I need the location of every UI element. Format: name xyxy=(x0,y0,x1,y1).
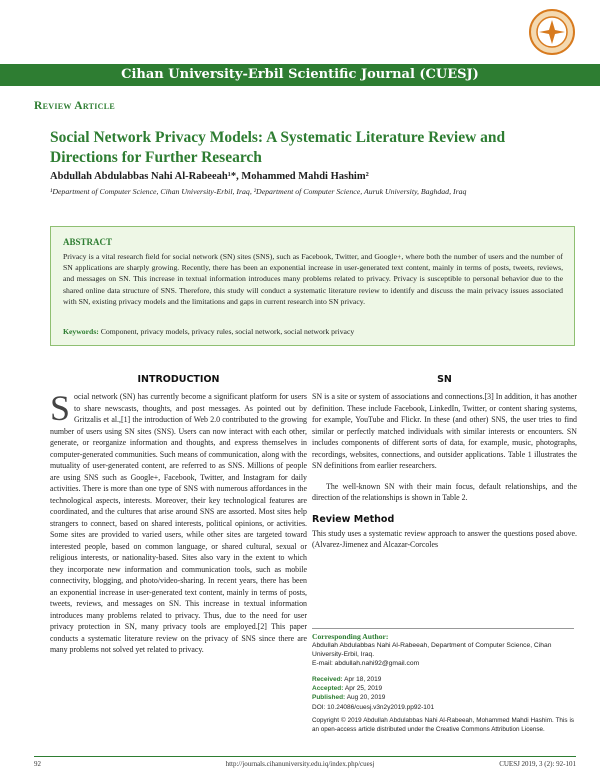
sn-paragraph-2: The well-known SN with their main focus, default relationships, and the direction of the relationships is shown in Table 2. xyxy=(312,481,577,502)
published-date xyxy=(312,693,574,702)
article-type: Review Article xyxy=(34,100,116,112)
accepted-label: Accepted: xyxy=(312,685,344,693)
keywords xyxy=(63,327,563,336)
copyright-notice: Copyright © 2019 Abdullah Abdulabbas Nahi Al-Rabeeah, Mohammed Mahdi Hashim. This is an open-access article distributed under the Creative Commons Attribution License. xyxy=(312,717,574,733)
keywords-text: Component, privacy models, privacy rules, social network, social network privacy xyxy=(100,327,355,336)
top-band xyxy=(0,0,600,56)
introduction-text xyxy=(50,388,307,656)
dropcap: S xyxy=(50,388,71,428)
corresponding-author-email[interactable]: E-mail: abdullah.nahi92@gmail.com xyxy=(312,660,420,667)
abstract-heading: ABSTRACT xyxy=(63,237,113,247)
sn-paragraph-1: SN is a site or system of associations and connections.[3] In addition, it has another definition. These include Facebook, LinkedIn, Twitter, or content sharing systems, for example, YouTube and Flickr. In these (and other) SNS, the user tries to find similar or perfectly matched individuals with similar interests or encounters. SN includes components of different sorts of data, for example, music, photographs, recordings, websites, connections, and outsider applications. Table 1 illustrates the SN definitions from earlier researchers. xyxy=(312,392,577,470)
abstract-box xyxy=(50,226,575,346)
accepted-value: Apr 25, 2019 xyxy=(344,685,383,693)
received-value: Apr 18, 2019 xyxy=(344,676,382,683)
affiliations: ¹Department of Computer Science, Cihan University-Erbil, Iraq, ²Department of Computer Science, Auruk University, Baghdad, Iraq xyxy=(50,187,467,196)
corresponding-author-line: Abdullah Abdulabbas Nahi Al-Rabeeah, Department of Computer Science, Cihan University-Erbil, Iraq. xyxy=(312,642,552,658)
author-list: Abdullah Abdulabbas Nahi Al-Rabeeah¹*, Mohammed Mahdi Hashim² xyxy=(50,171,369,182)
journal-url[interactable]: http://journals.cihanuniversity.edu.iq/index.php/cuesj xyxy=(225,760,375,768)
accepted-date xyxy=(312,684,574,693)
page-number: 92 xyxy=(34,760,41,768)
review-method-text: This study uses a systematic review approach to answer the questions posed above. (Alvarez-Jimenez and Alcazar-Corcoles xyxy=(312,528,577,549)
sn-heading: SN xyxy=(437,374,452,385)
review-method-heading: Review Method xyxy=(312,513,395,525)
paper-title: Social Network Privacy Models: A Systematic Literature Review and Directions for Further Research xyxy=(50,129,506,166)
journal-title: Cihan University-Erbil Scientific Journal (CUESJ) xyxy=(121,67,479,82)
received-label: Received: xyxy=(312,676,343,683)
published-label: Published: xyxy=(312,694,346,702)
doi-link[interactable]: DOI: 10.24086/cuesj.v3n2y2019.pp92-101 xyxy=(312,704,435,711)
received-date xyxy=(312,675,574,684)
corresponding-author-heading: Corresponding Author: xyxy=(312,632,389,641)
published-value: Aug 20, 2019 xyxy=(346,694,386,702)
abstract-text: Privacy is a vital research field for social network (SN) sites (SNS), such as Facebook, Twitter, and Google+, where both the number of users and the number of SN applications are sharply growing. Recently, there has been an exponential increase in user-generated text content, mainly in terms of posts, tweets, reviews, and messages on SN. This increase in textual information introduces many problems related to privacy. Privacy is susceptible to personal behavior due to the shared online data structure of SNS. Therefore, this study will conduct a systematic literature review to identify and discuss the main privacy issues associated with SN, existing privacy models and the limitations and gaps in current research into SN privacy. xyxy=(63,252,563,306)
citation-info: CUESJ 2019, 3 (2): 92-101 xyxy=(499,760,576,768)
article-dates xyxy=(312,675,574,703)
keywords-label: Keywords: xyxy=(63,327,99,336)
university-seal-icon xyxy=(528,8,576,56)
introduction-body: ocial network (SN) has currently become a significant platform for users to share newscasts, thoughts, and post messages. As pointed out by Gritzalis et al.,[1] the introduction of Web 2.0 contributed to the growing number of users using SN sites (SNS). Users can now interact with each other, generate, or reorganize information and thoughts, and express themselves in computer-generated communities. Such means of communication, along with the mutuality of user-generated content, are referred to as SNS. Millions of people are using SNS such as Google+, Facebook, Twitter, and Instagram for daily activities. There is more than one type of SNS with numerous affordances in the technological aspects, interests. Moreover, their key technological features are coordinated, and the cultures that arise around SNS are assorted. Most sites help strangers to connect, based on shared interests, political opinions, or activities. Some sites are provided to varied users, while other sites are targeted toward interested people, based on common language, or shared cultural, sexual or religious interests, or nationality-based. Sites also vary in the extent to which they incorporate new information and communication tools, such as mobile connectivity, blogging, and photo/video-sharing. In recent years, there has been an exponential increase in user-generated text content, mainly in terms of posts, tweets, reviews, and messages on SN. This increase in textual information introduces many problems related to privacy. Thus, due to the need for user privacy protection in SN, many privacy tools are employed.[2] This paper conducts a systematic literature review on the privacy of SNS since there are many problems not solved yet related to privacy. xyxy=(50,392,307,654)
corresponding-author xyxy=(312,628,574,668)
introduction-heading: INTRODUCTION xyxy=(137,374,220,385)
footer-divider xyxy=(34,756,576,757)
left-column xyxy=(50,374,307,656)
right-column xyxy=(312,374,577,551)
